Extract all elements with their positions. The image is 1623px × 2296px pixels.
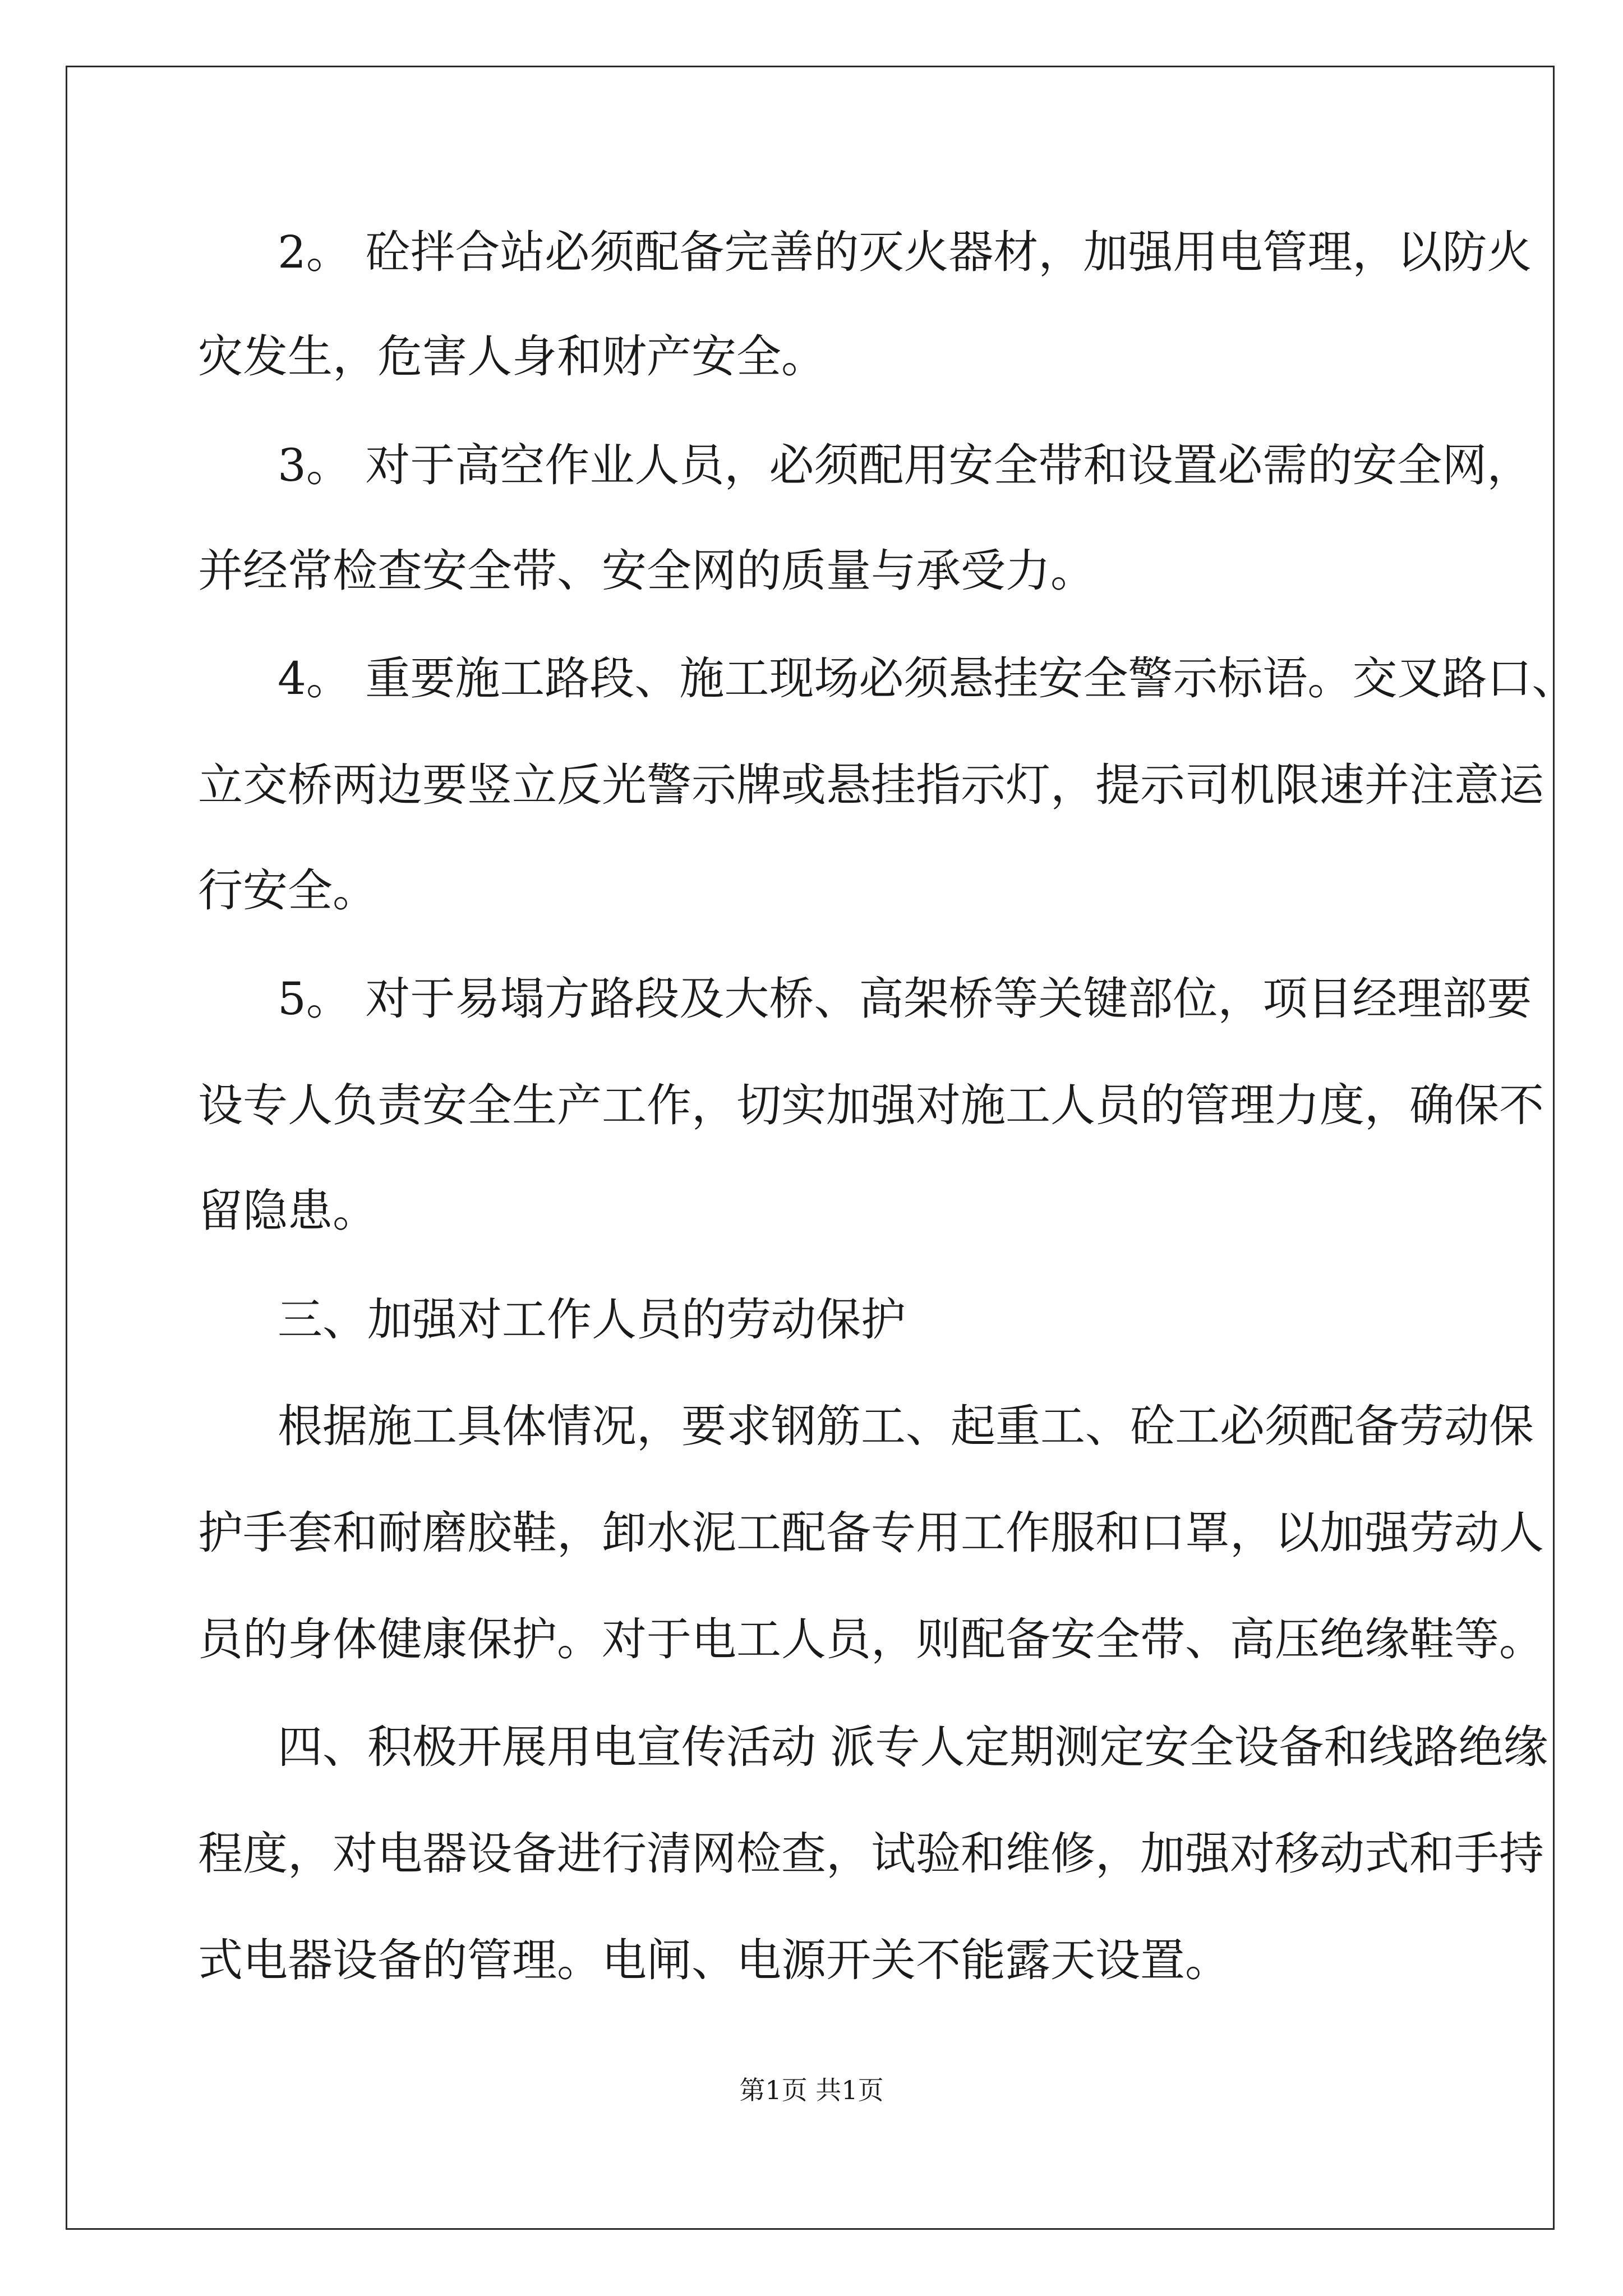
section-heading-4-line-1: 四、积极开展用电宣传活动 派专人定期测定安全设备和线路绝缘 — [278, 1721, 1548, 1773]
paragraph-3-line-2: 并经常检查安全带、安全网的质量与承受力。 — [198, 545, 1095, 597]
page-border — [66, 66, 1555, 2230]
paragraph-protection-line-1: 根据施工具体情况，要求钢筋工、起重工、砼工必须配备劳动保 — [278, 1400, 1534, 1452]
paragraph-5-line-3: 留隐患。 — [198, 1185, 377, 1237]
section-4-line-2: 程度，对电器设备进行清网检查，试验和维修，加强对移动式和手持 — [198, 1828, 1544, 1880]
paragraph-4-line-3: 行安全。 — [198, 864, 377, 917]
section-4-line-3: 式电器设备的管理。电闸、电源开关不能露天设置。 — [198, 1934, 1230, 1986]
paragraph-5-line-1: 5。 对于易塌方路段及大桥、高架桥等关键部位，项目经理部要 — [278, 973, 1532, 1025]
page-number-footer: 第1页 共1页 — [739, 2075, 884, 2105]
paragraph-5-line-2: 设专人负责安全生产工作，切实加强对施工人员的管理力度，确保不 — [198, 1079, 1544, 1131]
paragraph-protection-line-2: 护手套和耐磨胶鞋，卸水泥工配备专用工作服和口罩，以加强劳动人 — [198, 1507, 1544, 1559]
paragraph-2-line-1: 2。 砼拌合站必须配备完善的灭火器材，加强用电管理，以防火 — [278, 226, 1532, 278]
paragraph-4-line-1: 4。 重要施工路段、施工现场必须悬挂安全警示标语。交叉路口、 — [278, 652, 1577, 705]
section-heading-3: 三、加强对工作人员的劳动保护 — [278, 1294, 906, 1346]
paragraph-3-line-1: 3。 对于高空作业人员，必须配用安全带和设置必需的安全网， — [278, 439, 1532, 491]
paragraph-2-line-2: 灾发生，危害人身和财产安全。 — [198, 330, 826, 383]
paragraph-4-line-2: 立交桥两边要竖立反光警示牌或悬挂指示灯，提示司机限速并注意运 — [198, 759, 1544, 811]
paragraph-protection-line-3: 员的身体健康保护。对于电工人员，则配备安全带、高压绝缘鞋等。 — [198, 1613, 1544, 1665]
